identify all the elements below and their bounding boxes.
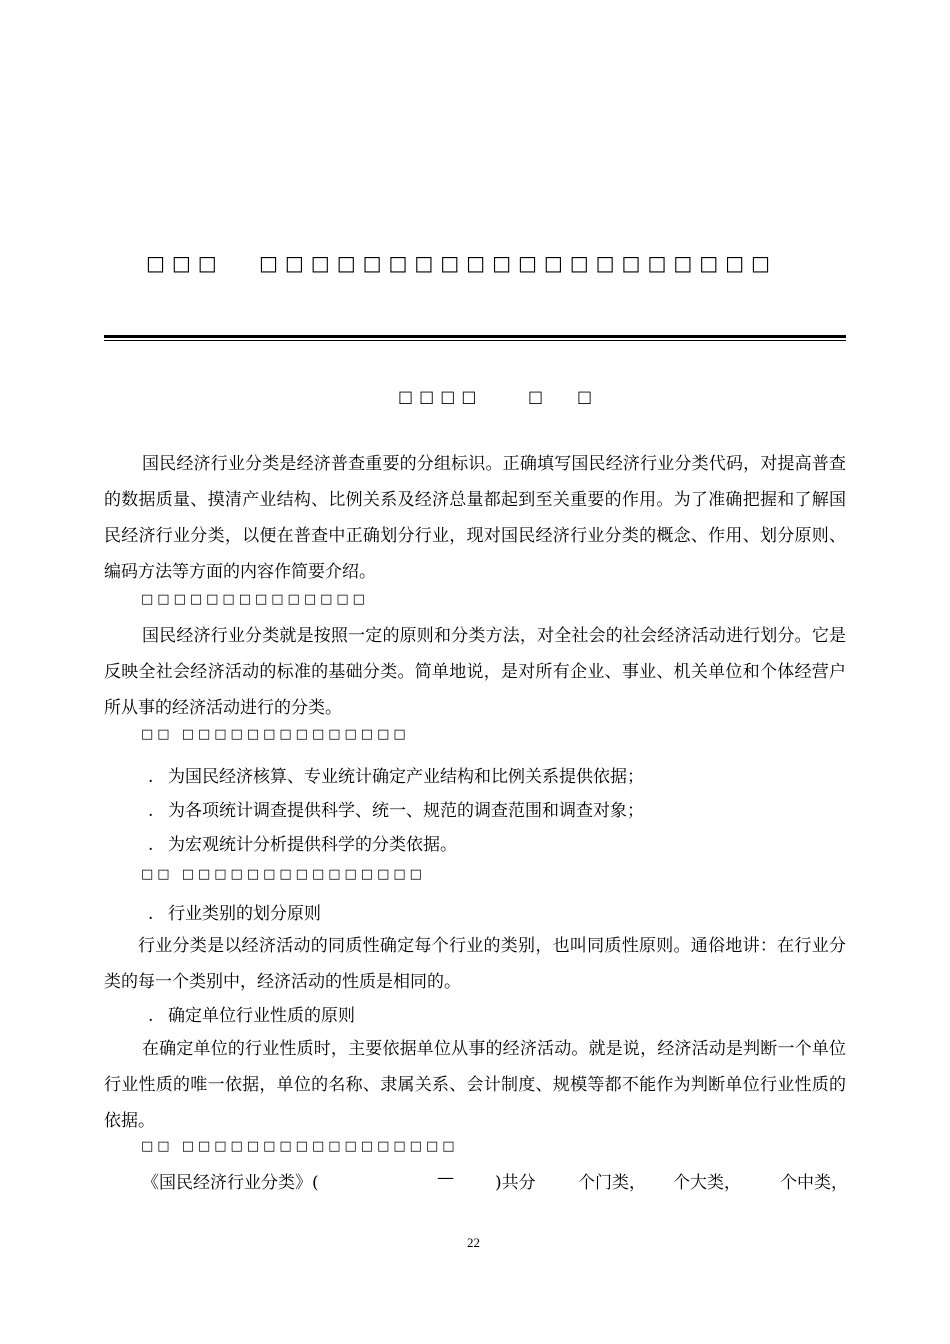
section-title-char-1: □ xyxy=(528,387,544,406)
heading-principles: □□ □□□□□□□□□□□□□□□ xyxy=(141,867,426,882)
principle-paragraph-2: 在确定单位的行业性质时，主要依据单位从事的经济活动。就是说，经济活动是判断一个单位行业性质的唯一依据，单位的名称、隶属关系、会计制度、规模等都不能作为判断单位行业性质的依据。 xyxy=(104,1039,846,1131)
structure-line-dash: — xyxy=(437,1168,454,1188)
list-item: . 确定单位行业性质的原则 xyxy=(148,1006,355,1026)
list-item: . 行业类别的划分原则 xyxy=(148,904,321,924)
concept-paragraph: 国民经济行业分类就是按照一定的原则和分类方法，对全社会的社会经济活动进行划分。它是反映全社会经济活动的标准的基础分类。简单地说，是对所有企业、事业、机关单位和个体经营户所从事的经济活动进行的分类。 xyxy=(104,626,846,718)
structure-line-part-3: 个门类， xyxy=(578,1173,646,1193)
section-title: □□□□ xyxy=(398,387,483,406)
intro-paragraph: 国民经济行业分类是经济普查重要的分组标识。正确填写国民经济行业分类代码，对提高普查的数据质量、摸清产业结构、比例关系及经济总量都起到至关重要的作用。为了准确把握和了解国民经济行业分类，以便在普查中正确划分行业，现对国民经济行业分类的概念、作用、划分原则、编码方法等方面的内容作简要介绍。 xyxy=(104,454,846,582)
chapter-title: □□□□□□□□□□□□□□□□□□□□ xyxy=(259,251,777,275)
chapter-number: □□□ xyxy=(146,251,224,275)
structure-line-part-1: 《国民经济行业分类》( xyxy=(142,1173,319,1193)
chapter-divider-thick xyxy=(104,335,846,338)
chapter-divider-thin xyxy=(104,340,846,341)
section-title-char-2: □ xyxy=(577,387,593,406)
page-number: 22 xyxy=(467,1235,480,1250)
list-item: . 为国民经济核算、专业统计确定产业结构和比例关系提供依据； xyxy=(148,767,644,787)
heading-structure: □□ □□□□□□□□□□□□□□□□□ xyxy=(141,1139,459,1154)
structure-line-part-5: 个中类， xyxy=(780,1173,848,1193)
structure-line-part-4: 个大类， xyxy=(673,1173,741,1193)
heading-concept: □□□□□□□□□□□□□□ xyxy=(141,592,369,607)
structure-line-part-2: )共分 xyxy=(495,1173,536,1193)
principle-paragraph-1: 行业分类是以经济活动的同质性确定每个行业的类别，也叫同质性原则。通俗地讲：在行业分类的每一个类别中，经济活动的性质是相同的。 xyxy=(104,936,846,992)
list-item: . 为各项统计调查提供科学、统一、规范的调查范围和调查对象； xyxy=(148,801,644,821)
list-item: . 为宏观统计分析提供科学的分类依据。 xyxy=(148,835,457,855)
heading-function: □□ □□□□□□□□□□□□□□ xyxy=(141,727,410,742)
